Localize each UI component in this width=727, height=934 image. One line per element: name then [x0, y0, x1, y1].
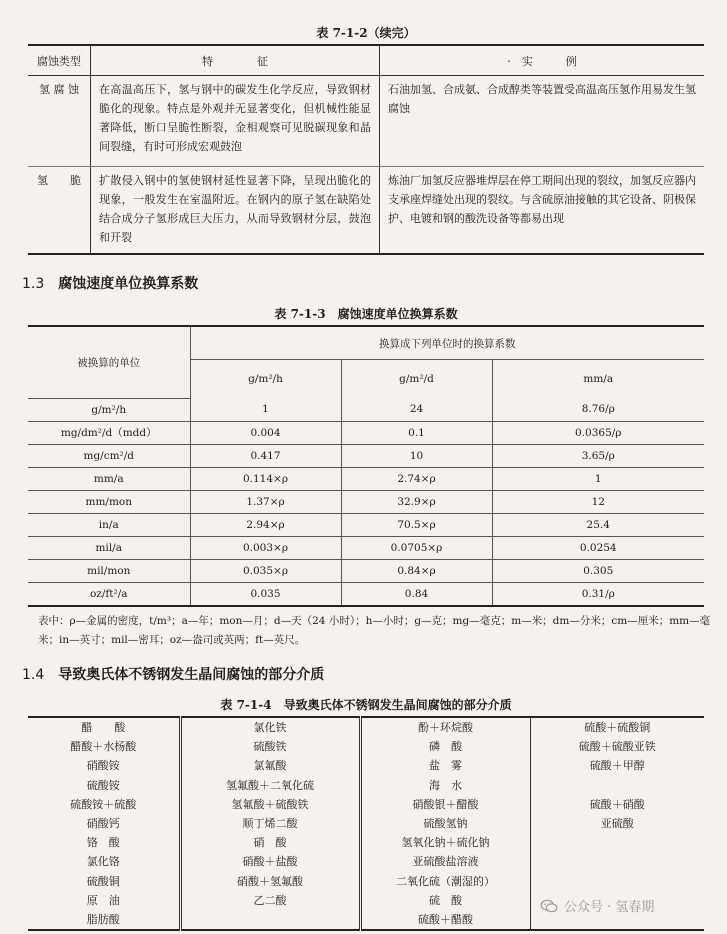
factor-cell: 0.035: [190, 582, 341, 606]
table-row: [28, 776, 704, 795]
medium-cell: 硫酸＋醋酸: [360, 910, 530, 930]
table-row: [28, 582, 704, 606]
medium-cell: 磷 酸: [360, 737, 530, 756]
unit-cell: mg/cm²/d: [28, 444, 190, 467]
table-row: [28, 76, 704, 167]
factor-cell: 3.65/ρ: [492, 444, 704, 467]
medium-cell: 盐 雾: [360, 756, 530, 775]
unit-cell: mm/a: [28, 467, 190, 490]
medium-cell: 硫酸＋硝酸: [530, 795, 704, 814]
factor-cell: 0.114×ρ: [190, 467, 341, 490]
medium-cell: 醋 酸: [81, 721, 126, 734]
medium-cell: 亚硫酸盐溶液: [360, 852, 530, 871]
factor-cell: 2.94×ρ: [190, 513, 341, 536]
table-row: [28, 490, 704, 513]
section-heading-1-4: [22, 664, 324, 684]
table-row: [28, 795, 704, 814]
medium-cell: 亚硫酸: [530, 814, 704, 833]
medium-cell: 海 水: [360, 776, 530, 795]
medium-cell: 乙二酸: [180, 891, 360, 910]
medium-cell: [530, 852, 704, 871]
medium-cell: 硫酸铵: [86, 778, 120, 792]
factor-cell: 24: [341, 398, 492, 421]
medium-cell: 原 油: [86, 893, 120, 907]
table-row: [28, 872, 704, 891]
medium-cell: 氯氟酸: [180, 756, 360, 775]
factor-cell: 0.84×ρ: [341, 559, 492, 582]
table-cell: 氢 腐 蚀: [28, 76, 91, 167]
medium-cell: 酚＋环烷酸: [360, 717, 530, 737]
medium-cell: 顺丁烯二酸: [180, 814, 360, 833]
factor-cell: 0.0705×ρ: [341, 536, 492, 559]
table-row: [28, 467, 704, 490]
table-row: [28, 513, 704, 536]
table-713-group-header: 换算成下列单位时的换算系数: [190, 326, 704, 360]
table-cell: 在高温高压下，氢与钢中的碳发生化学反应，导致钢材脆化的现象。特点是外观并无显著变化，但机械性能显著降低，断口呈脆性断裂，金相观察可见脱碳现象和晶间裂缝，有时可形成宏观鼓泡: [91, 76, 380, 167]
factor-cell: 2.74×ρ: [341, 467, 492, 490]
table-row: [28, 717, 704, 737]
medium-cell: 硝酸银＋醋酸: [360, 795, 530, 814]
medium-cell: 硫酸铜: [86, 874, 120, 888]
table-714-caption: 表 7-1-4 导致奥氏体不锈钢发生晶间腐蚀的部分介质: [220, 698, 512, 712]
medium-cell: 硝酸＋盐酸: [180, 852, 360, 871]
table-713-body: [28, 398, 704, 606]
medium-cell: 硫酸＋甲醇: [530, 756, 704, 775]
section-title: 导致奥氏体不锈钢发生晶间腐蚀的部分介质: [58, 667, 325, 683]
medium-cell: 氢氟酸＋二氧化硫: [180, 776, 360, 795]
medium-cell: 硫酸铁: [180, 737, 360, 756]
medium-cell: 硫酸铵＋硫酸: [70, 797, 137, 811]
factor-cell: 32.9×ρ: [341, 490, 492, 513]
medium-cell: [530, 776, 704, 795]
factor-cell: 8.76/ρ: [492, 398, 704, 421]
unit-cell: mg/dm²/d（mdd）: [28, 421, 190, 444]
medium-cell: 硫 酸: [360, 891, 530, 910]
factor-cell: 1: [492, 467, 704, 490]
factor-cell: 1.37×ρ: [190, 490, 341, 513]
factor-cell: 0.003×ρ: [190, 536, 341, 559]
factor-cell: 25.4: [492, 513, 704, 536]
medium-cell: 硝酸钙: [86, 816, 120, 830]
unit-cell: g/m²/h: [28, 398, 190, 421]
unit-cell: in/a: [28, 513, 190, 536]
table-row: [28, 536, 704, 559]
section-number: 1.4: [22, 667, 45, 683]
section-heading-1-3: [22, 273, 198, 293]
table-713: [28, 325, 704, 607]
table-row: [28, 421, 704, 444]
factor-cell: 0.004: [190, 421, 341, 444]
table-712-header-feature: 特 征: [91, 45, 380, 76]
table-cell: 扩散侵入钢中的氢使钢材延性显著下降，呈现出脆化的现象，一般发生在室温附近。在钢内的原子氢在缺陷处结合成分子氢形成巨大压力，从而导致钢材分层，鼓泡和开裂: [91, 167, 380, 255]
table-713-footnote: 表中：ρ—金属的密度，t/m³；a—年；mon—月；d—天（24 小时）；h—小时；g—克；mg—毫克；m—米；dm—分米；cm—厘米；mm—毫米；in—英寸；mil—密耳；oz—盎司或英两；ft—英尺。: [38, 615, 711, 646]
unit-cell: mil/a: [28, 536, 190, 559]
table-713-col-header: g/m²/d: [341, 360, 492, 399]
factor-cell: 70.5×ρ: [341, 513, 492, 536]
table-row: [28, 444, 704, 467]
factor-cell: 0.0254: [492, 536, 704, 559]
table-712-caption: 表 7-1-2（续完）: [316, 26, 416, 40]
medium-cell: 硝 酸: [180, 833, 360, 852]
table-712-header-type: 腐蚀类型: [28, 45, 91, 76]
medium-cell: 硫酸氢钠: [360, 814, 530, 833]
table-713-col-header: mm/a: [492, 360, 704, 399]
table-cell: 炼油厂加氢反应器堆焊层在停工期间出现的裂纹，加氢反应器内支承座焊缝处出现的裂纹。与含硫原油接触的其它设备、阴极保护、电镀和钢的酸洗设备等都易出现: [388, 174, 696, 225]
factor-cell: 0.1: [341, 421, 492, 444]
table-row: [28, 167, 704, 255]
medium-cell: 硝酸铵: [86, 759, 120, 773]
medium-cell: 氯化铬: [86, 855, 120, 869]
section-number: 1.3: [22, 276, 45, 292]
factor-cell: 0.84: [341, 582, 492, 606]
medium-cell: 氢氟酸＋硫酸铁: [180, 795, 360, 814]
table-row: [28, 559, 704, 582]
unit-cell: oz/ft²/a: [28, 582, 190, 606]
table-cell: 氢 脆: [37, 174, 81, 187]
table-712: [28, 44, 704, 255]
table-713-col-header: g/m²/h: [190, 360, 341, 399]
medium-cell: 铬 酸: [86, 836, 120, 850]
medium-cell: 氯化铁: [180, 717, 360, 737]
factor-cell: 10: [341, 444, 492, 467]
medium-cell: 二氧化硫（潮湿的）: [360, 872, 530, 891]
table-row: [28, 398, 704, 421]
table-cell: 石油加氢、合成氨、合成醇类等装置受高温高压氢作用易发生氢腐蚀: [380, 76, 705, 167]
factor-cell: 12: [492, 490, 704, 513]
medium-cell: 醋酸＋水杨酸: [70, 740, 137, 754]
table-row: [28, 756, 704, 775]
medium-cell: 硝酸＋氢氟酸: [180, 872, 360, 891]
medium-cell: [530, 872, 704, 891]
factor-cell: 1: [190, 398, 341, 421]
medium-cell: 硫酸＋硫酸亚铁: [530, 737, 704, 756]
medium-cell: [530, 833, 704, 852]
table-712-header-example: · 实 例: [380, 45, 705, 76]
unit-cell: mm/mon: [28, 490, 190, 513]
factor-cell: 0.305: [492, 559, 704, 582]
factor-cell: 0.31/ρ: [492, 582, 704, 606]
factor-cell: 0.417: [190, 444, 341, 467]
table-row: [28, 852, 704, 871]
medium-cell: 氢氧化钠＋硫化钠: [360, 833, 530, 852]
section-title: 腐蚀速度单位换算系数: [58, 276, 199, 292]
watermark-text: 公众号 · 氢春期: [564, 900, 655, 915]
unit-cell: mil/mon: [28, 559, 190, 582]
table-row: [28, 814, 704, 833]
medium-cell: 硫酸＋硫酸铜: [530, 717, 704, 737]
medium-cell: [180, 910, 360, 930]
factor-cell: 0.0365/ρ: [492, 421, 704, 444]
wechat-icon: [540, 899, 558, 913]
factor-cell: 0.035×ρ: [190, 559, 341, 582]
table-713-row-header: 被换算的单位: [28, 326, 190, 398]
table-row: [28, 737, 704, 756]
medium-cell: 脂肪酸: [86, 912, 120, 926]
table-row: [28, 833, 704, 852]
table-713-caption: 表 7-1-3 腐蚀速度单位换算系数: [274, 307, 458, 321]
watermark: [540, 896, 654, 915]
